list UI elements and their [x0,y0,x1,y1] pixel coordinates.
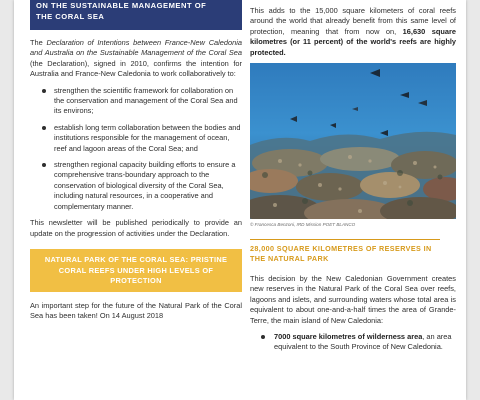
coral-reef-illustration [250,63,456,219]
list-item-text: strengthen regional capacity building efforts to ensure a comprehensive trans-boundary approach to the conservation of biological diversity of the Coral Sea, including natural resources, in a cooperative and complementary manner. [54,160,236,211]
newsletter-paragraph: This newsletter will be published periodically to provide an update on the progression of activities under the Declaration. [30,218,242,238]
list-item [258,332,456,353]
bullet-dot-icon [42,126,46,130]
section-banner [30,0,242,30]
bullet-dot-icon [42,163,46,167]
coral-reef-photo [250,63,456,219]
protection-highlight: 16,630 square kilometres (or 11 percent) of the world's reefs are highly protected. [250,26,456,57]
list-item-text: establish long term collaboration between the bodies and institutions responsible for the management of ocean, reef and lagoon areas of the Coral Sea; and [54,122,241,153]
decision-paragraph: This decision by the New Caledonian Government creates new reserves in the Natural Park of the Coral Sea over reefs, lagoons and islets, and surrounding waters whose total area is equivalent to about one-and-a-half times the area of Grande-Terre, the main island of New Caledonia: [250,274,456,325]
wilderness-area-bold: 7000 square kilometres of wilderness area [274,332,423,342]
bullet-dot-icon [261,335,265,339]
intro-pre: The [30,38,47,47]
list-item [40,123,242,154]
banner-line-2: THE CORAL SEA [36,12,105,21]
intro-post: (the Declaration), signed in 2010, confirms the intention for Australia and France-New Caledonia to work collaboratively to: [30,58,242,79]
photo-caption: © Francesca Benzoni, IRD Mission POET BLANCO [250,222,356,228]
declaration-title: Declaration of Intentions between France-New Caledonia and Australia on the Sustainable Management of the Coral Sea [30,38,242,58]
bullet-dot-icon [42,89,46,93]
banner-line-1: ON THE SUSTAINABLE MANAGEMENT OF [36,1,207,10]
right-column [250,0,456,353]
protection-text: This adds to the 15,000 square kilometers of coral reefs around the world that already benefit from this same level of protection, meaning that from now on, [250,6,456,36]
newsletter-page [14,0,466,400]
reserves-heading: 28,000 SQUARE KILOMETRES OF RESERVES IN THE NATURAL PARK [250,239,440,264]
protection-paragraph [250,6,456,58]
natural-park-heading-box: NATURAL PARK OF THE CORAL SEA: PRISTINE CORAL REEFS UNDER HIGH LEVELS OF PROTECTION [30,249,242,292]
objectives-list [40,86,242,212]
list-item-text: strengthen the scientific framework for collaboration on the conservation and management of the Coral Sea and its environs; [54,85,238,116]
left-column [30,0,242,322]
natural-park-paragraph: An important step for the future of the Natural Park of the Coral Sea has been taken! On 14 August 2018 [30,300,242,321]
intro-paragraph [30,38,242,80]
reserves-list [258,332,456,353]
list-item [40,160,242,212]
list-item [40,86,242,117]
wilderness-area-text: , an area equivalent to the South Province of New Caledonia. [274,332,452,352]
